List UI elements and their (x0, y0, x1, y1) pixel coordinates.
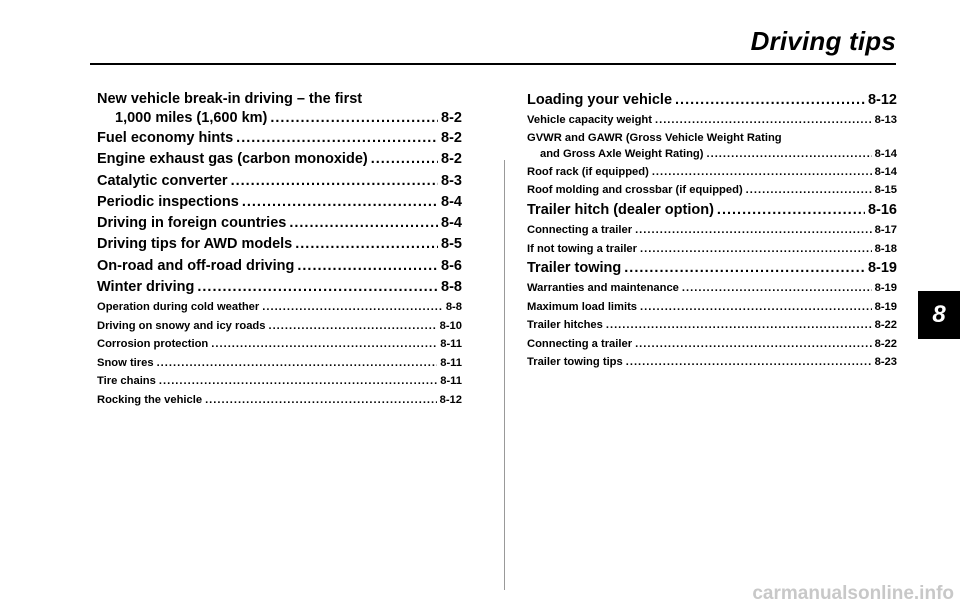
toc-page-number: 8-2 (441, 110, 462, 126)
toc-page-number: 8-14 (874, 147, 897, 160)
toc-page-number: 8-4 (441, 215, 462, 232)
toc-sub-entry[interactable] (97, 372, 462, 391)
toc-entry[interactable] (97, 192, 462, 213)
toc-entry-break-in[interactable] (97, 90, 462, 128)
toc-sub-entry-title: Driving on snowy and icy roads (97, 319, 266, 332)
toc-entry[interactable] (97, 171, 462, 192)
toc-page-number: 8-8 (441, 279, 462, 296)
toc-sub-entry-title: Trailer towing tips (527, 356, 623, 369)
toc-page-number: 8-13 (874, 114, 897, 127)
toc-page-number: 8-11 (440, 375, 462, 388)
toc-entry-title-line2: 1,000 miles (1,600 km) (115, 110, 268, 126)
toc-entry-title: Periodic inspections (97, 193, 239, 210)
toc-page-number: 8-14 (874, 165, 897, 178)
header-rule (90, 63, 896, 65)
toc-page-number: 8-23 (874, 356, 897, 369)
toc-entry-title: On-road and off-road driving (97, 257, 295, 274)
page-title: Driving tips (750, 26, 896, 56)
toc-sub-entry[interactable] (527, 181, 897, 200)
toc-entry-title-line1: New vehicle break-in driving – the first (97, 91, 363, 107)
toc-sub-entry-title: Connecting a trailer (527, 337, 633, 350)
toc-sub-entry[interactable] (527, 335, 897, 354)
toc-sub-entry[interactable] (97, 317, 462, 336)
toc-page-number: 8-6 (441, 257, 462, 274)
toc-entry-towing[interactable] (527, 258, 897, 279)
toc-page-number: 8-22 (874, 337, 897, 350)
toc-page-number: 8-2 (441, 130, 462, 146)
toc-sub-entry-title: Corrosion protection (97, 338, 209, 351)
toc-page-number: 8-4 (441, 193, 462, 210)
toc-sub-entry[interactable] (527, 221, 897, 240)
column-divider (504, 160, 505, 590)
toc-entry[interactable] (97, 256, 462, 277)
toc-entry-title: Driving tips for AWD models (97, 236, 293, 253)
toc-sub-entry[interactable] (527, 353, 897, 372)
toc-entry-title: Winter driving (97, 279, 195, 296)
toc-entry-loading[interactable] (527, 90, 897, 111)
toc-page-number: 8-17 (874, 224, 897, 237)
toc-entry-title: Trailer hitch (dealer option) (527, 201, 714, 218)
toc-sub-entry-title: Trailer hitches (527, 319, 603, 332)
watermark: carmanualsonline.info (752, 583, 954, 604)
toc-page-number: 8-18 (874, 242, 897, 255)
toc-entry[interactable] (97, 213, 462, 234)
toc-page-number: 8-19 (874, 300, 897, 313)
toc-sub-entry[interactable] (527, 279, 897, 298)
toc-sub-entry[interactable] (97, 298, 462, 317)
toc-entry-title: Trailer towing (527, 260, 622, 277)
toc-page-number: 8-11 (440, 338, 462, 351)
toc-entry[interactable] (97, 234, 462, 255)
toc-entry-title: Catalytic converter (97, 172, 228, 189)
toc-sub-entry-title: Roof molding and crossbar (if equipped) (527, 184, 743, 197)
toc-page-number: 8-19 (867, 260, 897, 277)
toc-right-column (527, 90, 897, 372)
toc-sub-entry[interactable] (97, 391, 462, 410)
toc-sub-entry[interactable] (527, 298, 897, 317)
toc-sub-entry[interactable] (97, 354, 462, 373)
toc-entry-title: Fuel economy hints (97, 130, 234, 146)
chapter-tab[interactable]: 8 (918, 291, 960, 339)
toc-sub-entry-title: Snow tires (97, 356, 154, 369)
toc-entry[interactable] (97, 277, 462, 298)
toc-sub-entry[interactable] (527, 240, 897, 259)
toc-sub-entry-title: Operation during cold weather (97, 301, 260, 314)
toc-page-number: 8-3 (441, 172, 462, 189)
toc-sub-entry[interactable] (527, 111, 897, 130)
toc-entry-title: Engine exhaust gas (carbon monoxide) (97, 151, 368, 168)
toc-sub-entry-title: Tire chains (97, 375, 156, 388)
toc-sub-entry[interactable] (527, 163, 897, 182)
toc-sub-entry-title: Connecting a trailer (527, 224, 633, 237)
toc-entry-title: Loading your vehicle (527, 92, 673, 108)
toc-sub-entry[interactable] (527, 316, 897, 335)
toc-page-number: 8-5 (441, 236, 462, 253)
toc-sub-entry-gvwr[interactable] (527, 130, 897, 163)
toc-entry-title: Driving in foreign countries (97, 215, 287, 232)
toc-page-number: 8-22 (874, 319, 897, 332)
toc-page-number: 8-19 (874, 282, 897, 295)
toc-sub-entry-title: Warranties and maintenance (527, 282, 679, 295)
toc-page-number: 8-12 (867, 92, 897, 108)
toc-page-number: 8-16 (867, 201, 897, 218)
toc-sub-entry-title: Rocking the vehicle (97, 393, 203, 406)
toc-page-number: 8-11 (440, 356, 462, 369)
toc-sub-entry-title: Vehicle capacity weight (527, 114, 652, 127)
toc-page-number: 8-2 (441, 151, 462, 168)
toc-entry-hitch[interactable] (527, 200, 897, 221)
toc-page-number: 8-12 (439, 393, 462, 406)
toc-sub-entry-title: Roof rack (if equipped) (527, 165, 649, 178)
toc-sub-entry-title: Maximum load limits (527, 300, 638, 313)
toc-sub-entry-title: If not towing a trailer (527, 242, 638, 255)
toc-page-number: 8-15 (874, 184, 897, 197)
toc-sub-entry-title-line1: GVWR and GAWR (Gross Vehicle Weight Rating (527, 131, 782, 144)
toc-entry[interactable] (97, 128, 462, 149)
toc-page-number: 8-8 (445, 301, 462, 314)
toc-left-column (97, 90, 462, 409)
toc-entry[interactable] (97, 149, 462, 170)
toc-sub-entry[interactable] (97, 335, 462, 354)
toc-page-number: 8-10 (439, 319, 462, 332)
toc-sub-entry-title-line2: and Gross Axle Weight Rating) (540, 147, 704, 160)
